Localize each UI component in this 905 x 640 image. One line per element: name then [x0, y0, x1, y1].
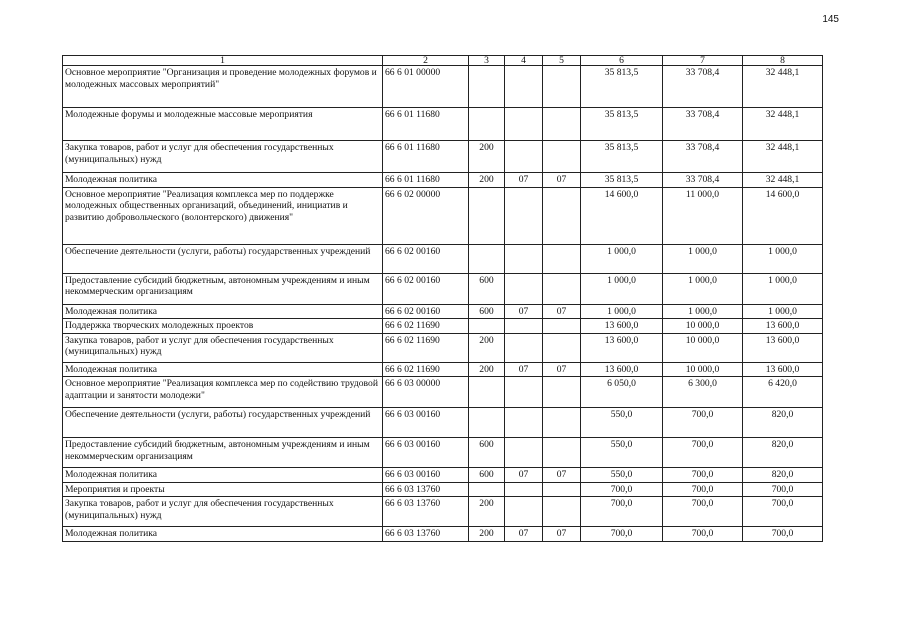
row-name: Закупка товаров, работ и услуг для обеспечения государственных (муниципальных) нужд — [63, 333, 383, 362]
row-section — [505, 187, 543, 244]
table-row — [63, 438, 823, 468]
table-row — [63, 482, 823, 497]
table-row — [63, 408, 823, 438]
row-code: 66 6 01 11680 — [383, 141, 469, 173]
row-amount-col6: 6 050,0 — [581, 377, 663, 408]
table-row — [63, 333, 823, 362]
row-amount-col8: 700,0 — [743, 482, 823, 497]
row-amount-col6: 13 600,0 — [581, 319, 663, 334]
row-amount-col6: 550,0 — [581, 468, 663, 483]
row-expense-type: 200 — [469, 173, 505, 188]
row-amount-col8: 32 448,1 — [743, 108, 823, 141]
row-section — [505, 377, 543, 408]
row-amount-col7: 10 000,0 — [663, 319, 743, 334]
row-name: Молодежная политика — [63, 304, 383, 319]
row-section: 07 — [505, 527, 543, 542]
table-row — [63, 187, 823, 244]
table-header-row — [63, 56, 823, 66]
column-header-3: 3 — [469, 56, 505, 66]
row-expense-type — [469, 187, 505, 244]
row-amount-col8: 14 600,0 — [743, 187, 823, 244]
row-subsection — [543, 333, 581, 362]
row-subsection — [543, 66, 581, 108]
row-amount-col8: 1 000,0 — [743, 273, 823, 304]
row-amount-col8: 32 448,1 — [743, 141, 823, 173]
row-code: 66 6 03 00160 — [383, 468, 469, 483]
column-header-7: 7 — [663, 56, 743, 66]
row-name: Основное мероприятие "Реализация комплекса мер по содействию трудовой адаптации и занятости молодежи" — [63, 377, 383, 408]
row-amount-col7: 700,0 — [663, 438, 743, 468]
row-code: 66 6 01 11680 — [383, 173, 469, 188]
row-amount-col7: 700,0 — [663, 408, 743, 438]
row-amount-col7: 1 000,0 — [663, 244, 743, 273]
row-code: 66 6 01 00000 — [383, 66, 469, 108]
row-amount-col8: 700,0 — [743, 527, 823, 542]
row-section — [505, 244, 543, 273]
row-amount-col8: 32 448,1 — [743, 173, 823, 188]
row-code: 66 6 02 00160 — [383, 244, 469, 273]
row-name: Поддержка творческих молодежных проектов — [63, 319, 383, 334]
row-amount-col7: 700,0 — [663, 527, 743, 542]
column-header-1: 1 — [63, 56, 383, 66]
row-code: 66 6 01 11680 — [383, 108, 469, 141]
column-header-4: 4 — [505, 56, 543, 66]
table-row — [63, 304, 823, 319]
row-subsection — [543, 497, 581, 527]
row-amount-col7: 10 000,0 — [663, 362, 743, 377]
table-row — [63, 108, 823, 141]
row-subsection: 07 — [543, 362, 581, 377]
row-section: 07 — [505, 304, 543, 319]
row-expense-type: 200 — [469, 141, 505, 173]
table-row — [63, 319, 823, 334]
row-amount-col8: 1 000,0 — [743, 244, 823, 273]
row-name: Молодежная политика — [63, 527, 383, 542]
row-name: Обеспечение деятельности (услуги, работы) государственных учреждений — [63, 408, 383, 438]
row-amount-col6: 700,0 — [581, 497, 663, 527]
row-section: 07 — [505, 362, 543, 377]
row-subsection — [543, 408, 581, 438]
row-amount-col6: 1 000,0 — [581, 244, 663, 273]
row-code: 66 6 02 11690 — [383, 362, 469, 377]
table-row — [63, 497, 823, 527]
row-name: Предоставление субсидий бюджетным, автономным учреждениям и иным некоммерческим организациям — [63, 273, 383, 304]
row-amount-col6: 700,0 — [581, 482, 663, 497]
row-expense-type: 600 — [469, 304, 505, 319]
row-code: 66 6 02 11690 — [383, 319, 469, 334]
row-amount-col8: 13 600,0 — [743, 362, 823, 377]
row-amount-col6: 550,0 — [581, 408, 663, 438]
row-amount-col8: 700,0 — [743, 497, 823, 527]
row-expense-type — [469, 66, 505, 108]
row-amount-col8: 6 420,0 — [743, 377, 823, 408]
budget-table — [62, 55, 823, 542]
row-subsection — [543, 273, 581, 304]
table-row — [63, 66, 823, 108]
table-row — [63, 362, 823, 377]
row-name: Молодежная политика — [63, 173, 383, 188]
row-expense-type: 200 — [469, 497, 505, 527]
row-amount-col6: 13 600,0 — [581, 333, 663, 362]
row-amount-col7: 6 300,0 — [663, 377, 743, 408]
row-name: Молодежные форумы и молодежные массовые мероприятия — [63, 108, 383, 141]
row-code: 66 6 02 00160 — [383, 304, 469, 319]
row-expense-type — [469, 108, 505, 141]
page-number: 145 — [822, 14, 839, 25]
row-name: Основное мероприятие "Организация и проведение молодежных форумов и молодежных массовых мероприятий" — [63, 66, 383, 108]
row-section — [505, 482, 543, 497]
table-row — [63, 273, 823, 304]
table-body — [63, 66, 823, 542]
row-amount-col7: 33 708,4 — [663, 66, 743, 108]
row-subsection — [543, 244, 581, 273]
row-subsection: 07 — [543, 527, 581, 542]
row-section — [505, 497, 543, 527]
row-subsection — [543, 482, 581, 497]
row-section — [505, 438, 543, 468]
row-expense-type: 200 — [469, 362, 505, 377]
row-code: 66 6 03 00160 — [383, 408, 469, 438]
row-expense-type: 200 — [469, 527, 505, 542]
row-expense-type: 600 — [469, 438, 505, 468]
row-subsection — [543, 187, 581, 244]
row-subsection — [543, 438, 581, 468]
row-amount-col7: 700,0 — [663, 497, 743, 527]
row-name: Мероприятия и проекты — [63, 482, 383, 497]
row-amount-col8: 1 000,0 — [743, 304, 823, 319]
row-amount-col7: 1 000,0 — [663, 273, 743, 304]
row-section: 07 — [505, 173, 543, 188]
row-expense-type: 600 — [469, 468, 505, 483]
row-code: 66 6 02 00160 — [383, 273, 469, 304]
row-amount-col6: 13 600,0 — [581, 362, 663, 377]
table-row — [63, 173, 823, 188]
row-code: 66 6 03 00160 — [383, 438, 469, 468]
row-amount-col6: 35 813,5 — [581, 108, 663, 141]
row-expense-type — [469, 319, 505, 334]
row-amount-col6: 550,0 — [581, 438, 663, 468]
row-code: 66 6 02 00000 — [383, 187, 469, 244]
row-section — [505, 319, 543, 334]
row-section — [505, 408, 543, 438]
row-amount-col7: 10 000,0 — [663, 333, 743, 362]
row-amount-col8: 820,0 — [743, 468, 823, 483]
row-subsection: 07 — [543, 468, 581, 483]
row-code: 66 6 03 13760 — [383, 497, 469, 527]
table-row — [63, 468, 823, 483]
row-subsection: 07 — [543, 173, 581, 188]
row-amount-col8: 13 600,0 — [743, 319, 823, 334]
row-section — [505, 108, 543, 141]
row-amount-col7: 33 708,4 — [663, 141, 743, 173]
row-name: Закупка товаров, работ и услуг для обеспечения государственных (муниципальных) нужд — [63, 141, 383, 173]
row-name: Молодежная политика — [63, 362, 383, 377]
row-subsection — [543, 141, 581, 173]
row-amount-col6: 14 600,0 — [581, 187, 663, 244]
row-amount-col8: 13 600,0 — [743, 333, 823, 362]
row-amount-col6: 35 813,5 — [581, 141, 663, 173]
row-subsection — [543, 108, 581, 141]
row-subsection: 07 — [543, 304, 581, 319]
row-name: Предоставление субсидий бюджетным, автономным учреждениям и иным некоммерческим организациям — [63, 438, 383, 468]
row-code: 66 6 03 13760 — [383, 527, 469, 542]
row-amount-col8: 820,0 — [743, 438, 823, 468]
row-expense-type: 600 — [469, 273, 505, 304]
row-name: Основное мероприятие "Реализация комплекса мер по поддержке молодежных общественных организаций, объединений, инициатив и развитию добровольческого (волонтерского) движения" — [63, 187, 383, 244]
row-amount-col7: 1 000,0 — [663, 304, 743, 319]
column-header-8: 8 — [743, 56, 823, 66]
row-subsection — [543, 377, 581, 408]
row-amount-col6: 700,0 — [581, 527, 663, 542]
row-section — [505, 141, 543, 173]
row-amount-col8: 32 448,1 — [743, 66, 823, 108]
row-expense-type — [469, 377, 505, 408]
table-row — [63, 141, 823, 173]
table-row — [63, 527, 823, 542]
column-header-5: 5 — [543, 56, 581, 66]
row-section — [505, 273, 543, 304]
row-amount-col8: 820,0 — [743, 408, 823, 438]
row-amount-col6: 1 000,0 — [581, 273, 663, 304]
row-code: 66 6 03 00000 — [383, 377, 469, 408]
column-header-2: 2 — [383, 56, 469, 66]
table-row — [63, 377, 823, 408]
row-amount-col7: 700,0 — [663, 482, 743, 497]
row-code: 66 6 02 11690 — [383, 333, 469, 362]
row-expense-type — [469, 244, 505, 273]
row-subsection — [543, 319, 581, 334]
row-name: Закупка товаров, работ и услуг для обеспечения государственных (муниципальных) нужд — [63, 497, 383, 527]
row-section — [505, 333, 543, 362]
row-amount-col6: 35 813,5 — [581, 173, 663, 188]
row-amount-col7: 700,0 — [663, 468, 743, 483]
row-amount-col7: 33 708,4 — [663, 173, 743, 188]
row-expense-type — [469, 408, 505, 438]
row-code: 66 6 03 13760 — [383, 482, 469, 497]
row-amount-col6: 35 813,5 — [581, 66, 663, 108]
row-name: Молодежная политика — [63, 468, 383, 483]
row-expense-type: 200 — [469, 333, 505, 362]
row-amount-col7: 11 000,0 — [663, 187, 743, 244]
row-amount-col6: 1 000,0 — [581, 304, 663, 319]
row-amount-col7: 33 708,4 — [663, 108, 743, 141]
table-row — [63, 244, 823, 273]
row-expense-type — [469, 482, 505, 497]
row-section — [505, 66, 543, 108]
row-name: Обеспечение деятельности (услуги, работы) государственных учреждений — [63, 244, 383, 273]
column-header-6: 6 — [581, 56, 663, 66]
row-section: 07 — [505, 468, 543, 483]
